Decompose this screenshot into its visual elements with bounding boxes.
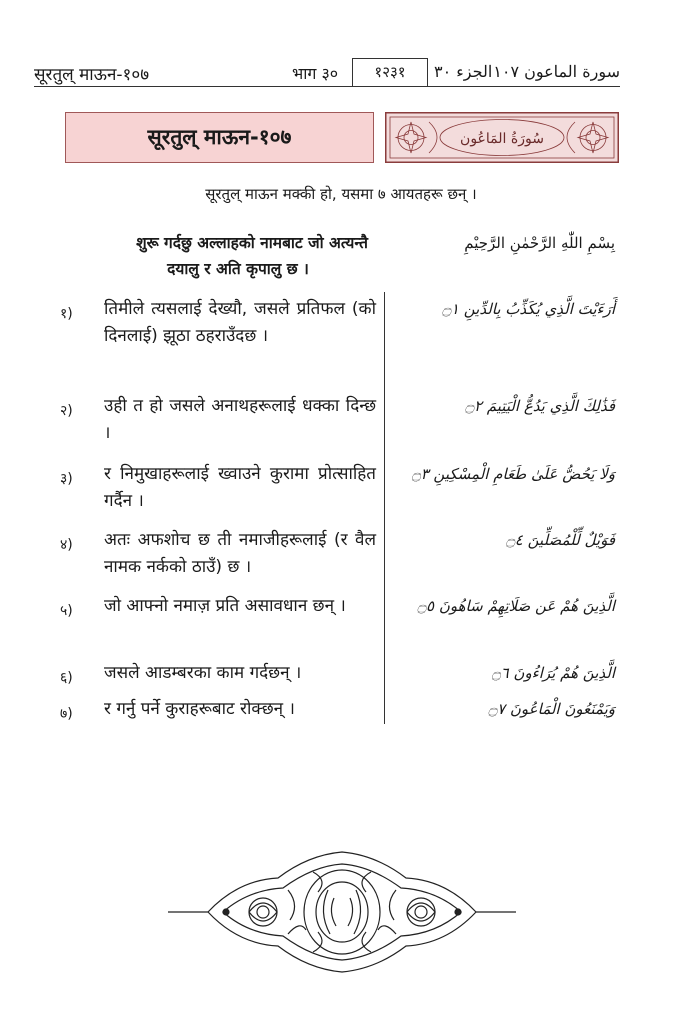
verse-arabic: وَلَا يَحُضُّ عَلَىٰ طَعَامِ الْمِسْكِينِ ۝٣ [411, 465, 615, 483]
floral-ornament-icon [168, 850, 516, 975]
verse-number: २) [60, 403, 73, 419]
verse-translation: तिमीले त्यसलाई देख्यौ, जसले प्रतिफल (को दिनलाई) झूठा ठहराउँदछ । [104, 299, 376, 346]
surah-title-ornament [385, 112, 619, 163]
verse-arabic: وَيَمْنَعُونَ الْمَاعُونَ ۝٧ [488, 700, 615, 718]
verse-arabic: فَوَيْلٌ لِّلْمُصَلِّينَ ۝٤ [506, 531, 615, 549]
verse-arabic: الَّذِينَ هُمْ عَن صَلَاتِهِمْ سَاهُونَ ۝٥ [417, 597, 615, 615]
end-ornament [168, 850, 516, 975]
verse-number: ५) [60, 603, 73, 619]
page-number: १२३१ [352, 58, 428, 86]
verse-arabic: فَذَٰلِكَ الَّذِي يَدُعُّ الْيَتِيمَ ۝٢ [465, 397, 615, 415]
basmala-line-2: दयालु र अति कृपालु छ । [167, 260, 309, 278]
header-part: भाग ३० [292, 64, 339, 83]
ornament-frame-icon [385, 112, 619, 163]
verse-number: ७) [60, 706, 73, 722]
verse-translation: जसले आडम्बरका काम गर्दछन् । [104, 663, 302, 683]
page-header [34, 58, 620, 88]
verse-number: ६) [60, 670, 73, 686]
verse-number: १) [60, 306, 73, 322]
column-divider [384, 292, 385, 724]
header-surah-title: सूरतुल् माऊन-१०७ [34, 65, 150, 85]
verse-translation: उही त हो जसले अनाथहरूलाई धक्का दिन्छ । [104, 396, 376, 443]
basmala-nepali [68, 230, 368, 282]
verse-translation: र निमुखाहरूलाई ख्वाउने कुरामा प्रोत्साहित गर्दैन । [104, 464, 376, 511]
surah-title-box: सूरतुल् माऊन-१०७ [65, 112, 374, 163]
basmala-arabic: بِسْمِ اللّٰهِ الرَّحْمٰنِ الرَّحِيْمِ [464, 234, 615, 252]
verse-translation: र गर्नु पर्ने कुराहरूबाट रोक्छन् । [104, 699, 295, 719]
header-juz-arabic: الجزء ٣٠ [434, 62, 493, 81]
title-arabic: سُورَةُ المَاعُون [460, 131, 544, 147]
verse-number: ४) [60, 537, 73, 553]
verse-arabic: الَّذِينَ هُمْ يُرَاءُونَ ۝٦ [491, 664, 615, 682]
surah-intro: सूरतुल् माऊन मक्की हो, यसमा ७ आयतहरू छन् । [205, 185, 477, 203]
verse-number: ३) [60, 471, 73, 487]
header-rule [34, 86, 620, 87]
header-surah-arabic: سورة الماعون ١٠٧ [493, 62, 620, 81]
verse-arabic: أَرَءَيْتَ الَّذِي يُكَذِّبُ بِالدِّينِ ۝١ [442, 300, 615, 318]
verse-translation: जो आफ्नो नमाज़ प्रति असावधान छन् । [104, 596, 346, 616]
verse-translation: अतः अफशोच छ ती नमाजीहरूलाई (र वैल नामक नर्कको ठाउँ) छ । [104, 530, 376, 577]
basmala-line-1: शुरू गर्दछु अल्लाहको नामबाट जो अत्यन्तै [136, 234, 368, 252]
